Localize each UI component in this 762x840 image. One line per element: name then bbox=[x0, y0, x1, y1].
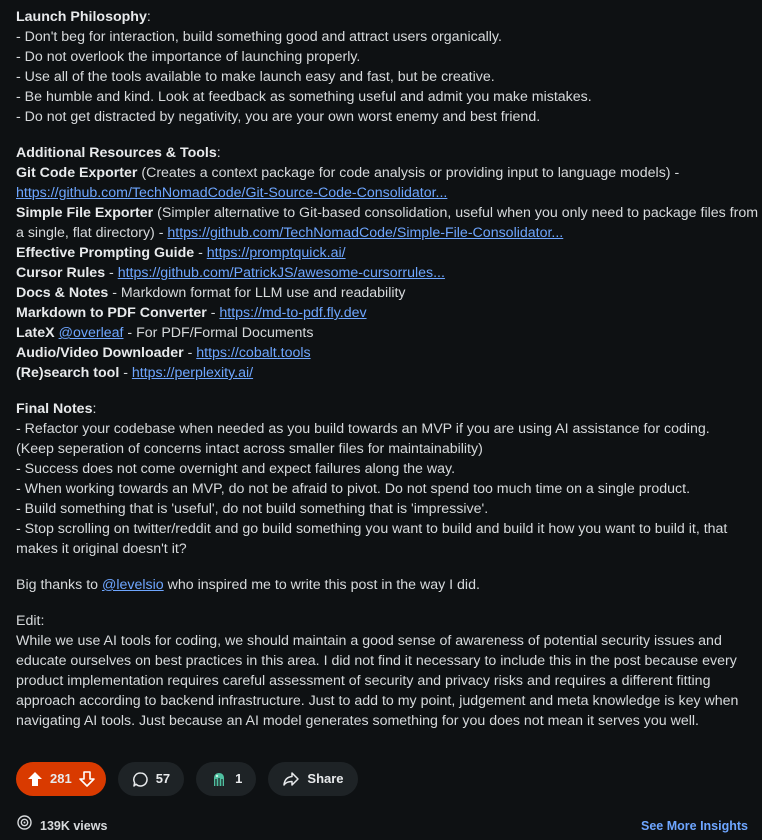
resource-name: Simple File Exporter bbox=[16, 205, 154, 221]
resource-desc: - For PDF/Formal Documents bbox=[123, 325, 314, 341]
separator: - bbox=[183, 345, 197, 361]
simple-exporter-link[interactable]: https://github.com/TechNomadCode/Simple-File-Consolidator... bbox=[167, 225, 564, 241]
resource-desc: a single, flat directory) - bbox=[16, 225, 168, 241]
upvote-count: 281 bbox=[50, 771, 72, 786]
comment-icon bbox=[132, 771, 149, 788]
resources-section: Additional Resources & Tools: Git Code Exporter (Creates a context package for code analysis or providing input to language models) - https://github.com/TechNomadCode/Git-Source-Code-Consolidator... Simple File Exporter (Simpler alternative to Git-based consolidation, useful when you only need to package files from a single, flat directory) - https://github.com/TechNomadCode/Simple-File-Consolidator... Effective Prompting Guide - https://promptquick.ai/ Cursor Rules - https://github.com/PatrickJS/awesome-cursorrules... Docs & Notes - Markdown format for LLM use and readability Markdown to PDF Converter - https://md-to-pdf.fly.dev LateX @overleaf - For PDF/Formal Documents Audio/Video Downloader - https://cobalt.tools (Re)search tool - https://perplexity.ai/ bbox=[16, 145, 759, 381]
prompting-guide-link[interactable]: https://promptquick.ai/ bbox=[206, 245, 346, 261]
md-to-pdf-link[interactable]: https://md-to-pdf.fly.dev bbox=[219, 305, 367, 321]
final-notes-section: Final Notes: - Refactor your codebase when needed as you build towards an MVP if you are using AI assistance for coding. (Keep seperation of concerns intact across smaller files for maintainability) - Success does not come overnight and expect failures along the way. - When working towards an MVP, do not be afraid to pivot. Do not spend too much time on a single product. - Build something that is 'useful', do not build something that is 'impressive'. - Stop scrolling on twitter/reddit and go build something you want to build and build it how you want to build it, that makes it original doesn't it? bbox=[16, 399, 748, 559]
cursor-rules-link[interactable]: https://github.com/PatrickJS/awesome-cursorrules... bbox=[117, 265, 445, 281]
final-item: - Refactor your codebase when needed as you build towards an MVP if you are using AI assistance for coding. (Keep seperation of concerns intact across smaller files for maintainability) bbox=[16, 421, 710, 457]
levelsio-mention-link[interactable]: @levelsio bbox=[101, 577, 164, 593]
share-icon bbox=[282, 770, 300, 788]
resource-desc: (Simpler alternative to Git-based consolidation, useful when you only need to package files from bbox=[153, 205, 759, 221]
final-item: - When working towards an MVP, do not be afraid to pivot. Do not spend too much time on a single product. bbox=[16, 481, 691, 497]
launch-heading: Launch Philosophy bbox=[16, 9, 147, 25]
launch-item: - Do not get distracted by negativity, you are your own worst enemy and best friend. bbox=[16, 109, 541, 125]
launch-item: - Do not overlook the importance of launching properly. bbox=[16, 49, 361, 65]
resource-name: Git Code Exporter bbox=[16, 165, 138, 181]
thanks-text: who inspired me to write this post in the way I did. bbox=[163, 577, 480, 593]
post-footer bbox=[16, 814, 748, 837]
share-label: Share bbox=[307, 771, 344, 786]
upvote-icon[interactable] bbox=[26, 770, 44, 788]
git-exporter-link[interactable]: https://github.com/TechNomadCode/Git-Source-Code-Consolidator... bbox=[16, 185, 448, 201]
comments-button[interactable] bbox=[118, 762, 184, 796]
launch-section: Launch Philosophy: - Don't beg for interaction, build something good and attract users organically. - Do not overlook the importance of launching properly. - Use all of the tools available to make launch easy and fast, but be creative. - Be humble and kind. Look at feedback as something useful and admit you make mistakes. - Do not get distracted by negativity, you are your own worst enemy and best friend. bbox=[16, 7, 748, 127]
resource-name: Docs & Notes bbox=[16, 285, 109, 301]
resource-name: (Re)search tool bbox=[16, 365, 120, 381]
resource-desc: - Markdown format for LLM use and readability bbox=[108, 285, 406, 301]
resource-name: Markdown to PDF Converter bbox=[16, 305, 207, 321]
resources-heading: Additional Resources & Tools bbox=[16, 145, 217, 161]
award-button[interactable] bbox=[196, 762, 256, 796]
resource-desc: (Creates a context package for code analysis or providing input to language models) - bbox=[137, 165, 680, 181]
views-icon bbox=[16, 814, 33, 837]
views-count: 139K views bbox=[40, 818, 108, 833]
downvote-icon[interactable] bbox=[78, 770, 96, 788]
award-icon bbox=[210, 770, 228, 788]
separator: - bbox=[105, 265, 118, 281]
edit-section bbox=[16, 611, 748, 731]
final-heading: Final Notes bbox=[16, 401, 93, 417]
see-more-insights-link[interactable]: See More Insights bbox=[641, 818, 748, 833]
action-bar bbox=[16, 762, 358, 796]
award-count: 1 bbox=[235, 771, 243, 786]
launch-item: - Be humble and kind. Look at feedback as something useful and admit you make mistakes. bbox=[16, 89, 592, 105]
final-item: - Success does not come overnight and expect failures along the way. bbox=[16, 461, 456, 477]
thanks-text: Big thanks to bbox=[16, 577, 102, 593]
resource-name: LateX bbox=[16, 325, 55, 341]
separator: - bbox=[119, 365, 132, 381]
share-button[interactable] bbox=[268, 762, 357, 796]
resource-name: Effective Prompting Guide bbox=[16, 245, 195, 261]
thanks-line bbox=[16, 575, 748, 595]
overleaf-mention-link[interactable]: @overleaf bbox=[58, 325, 124, 341]
final-item: - Build something that is 'useful', do not build something that is 'impressive'. bbox=[16, 501, 489, 517]
launch-item: - Use all of the tools available to make launch easy and fast, but be creative. bbox=[16, 69, 495, 85]
views-stat bbox=[16, 814, 107, 837]
vote-group bbox=[16, 762, 106, 796]
perplexity-link[interactable]: https://perplexity.ai/ bbox=[131, 365, 254, 381]
resource-name: Cursor Rules bbox=[16, 265, 106, 281]
edit-label: Edit: bbox=[16, 613, 45, 629]
cobalt-link[interactable]: https://cobalt.tools bbox=[196, 345, 311, 361]
separator: - bbox=[206, 305, 220, 321]
edit-body: While we use AI tools for coding, we should maintain a good sense of awareness of potential security issues and educate ourselves on best practices in this area. I did not find it necessary to include this in the post because every product implementation requires careful assessment of security and privacy risks and requires a different fitting approach according to backend infrastructure. Just to add to my point, judgement and meta knowledge is key when navigating AI tools. Just because an AI model generates something for you does not mean it serves you well. bbox=[16, 633, 739, 729]
separator: - bbox=[194, 245, 207, 261]
comment-count: 57 bbox=[155, 771, 171, 786]
launch-item: - Don't beg for interaction, build something good and attract users organically. bbox=[16, 29, 502, 45]
resource-name: Audio/Video Downloader bbox=[16, 345, 184, 361]
final-item: - Stop scrolling on twitter/reddit and go build something you want to build and build it how you want to build it, that makes it original doesn't it? bbox=[16, 521, 728, 557]
